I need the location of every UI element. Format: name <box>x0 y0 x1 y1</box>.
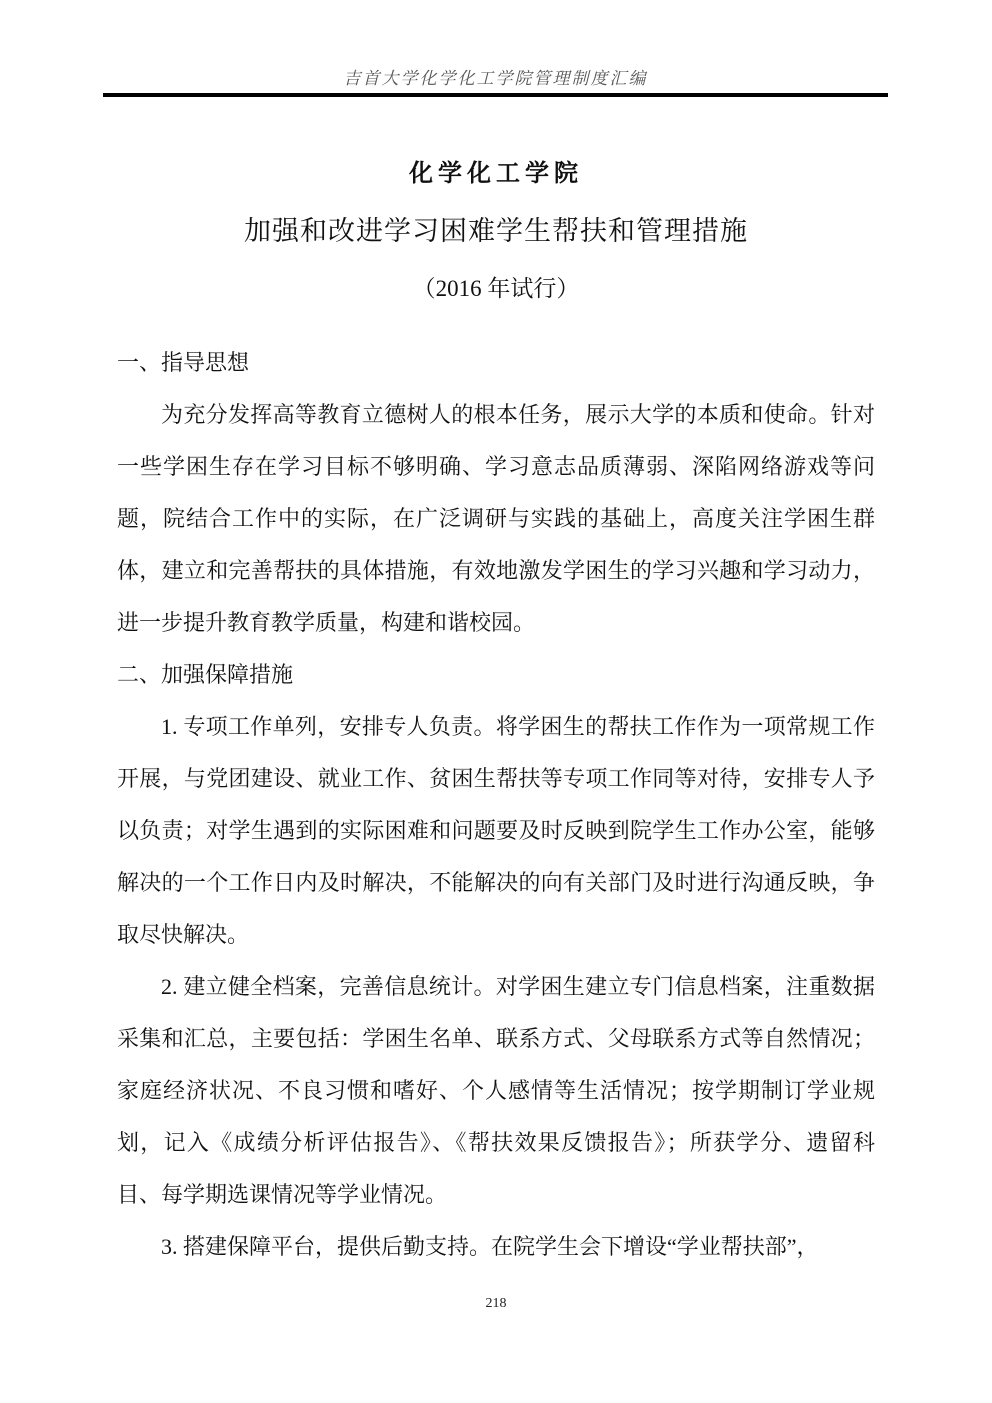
body-paragraph-3: 2. 建立健全档案，完善信息统计。对学困生建立专门信息档案，注重数据采集和汇总，主要包括：学困生名单、联系方式、父母联系方式等自然情况；家庭经济状况、不良习惯和嗜好、个人感情等生活情况；按学期制订学业规划，记入《成绩分析评估报告》、《帮扶效果反馈报告》；所获学分、遗留科目、每学期选课情况等学业情况。 <box>117 973 875 1207</box>
section-heading-2: 二、加强保障措施 <box>117 661 294 687</box>
page-footer <box>0 1296 992 1312</box>
document-edition: （2016 年试行） <box>412 275 580 301</box>
document-title: 加强和改进学习困难学生帮扶和管理措施 <box>244 216 748 246</box>
department-title: 化学化工学院 <box>409 161 583 187</box>
body-paragraph-4: 3. 搭建保障平台，提供后勤支持。在院学生会下增设“学业帮扶部”， <box>161 1233 819 1259</box>
page-header-text: 吉首大学化学化工学院管理制度汇编 <box>343 69 648 88</box>
body-paragraph-2: 1. 专项工作单列，安排专人负责。将学困生的帮扶工作作为一项常规工作开展，与党团建设、就业工作、贫困生帮扶等专项工作同等对待，安排专人予以负责；对学生遇到的实际困难和问题要及时反映到院学生工作办公室，能够解决的一个工作日内及时解决，不能解决的向有关部门及时进行沟通反映，争取尽快解决。 <box>117 713 875 947</box>
title-block <box>0 159 992 304</box>
page-number: 218 <box>485 1296 507 1311</box>
body-paragraph-1: 为充分发挥高等教育立德树人的根本任务，展示大学的本质和使命。针对一些学困生存在学习目标不够明确、学习意志品质薄弱、深陷网络游戏等问题，院结合工作中的实际，在广泛调研与实践的基础上，高度关注学困生群体，建立和完善帮扶的具体措施，有效地激发学困生的学习兴趣和学习动力，进一步提升教育教学质量，构建和谐校园。 <box>117 401 875 635</box>
section-heading-1: 一、指导思想 <box>117 349 250 375</box>
page-header <box>103 0 888 97</box>
document-body <box>117 337 875 1273</box>
